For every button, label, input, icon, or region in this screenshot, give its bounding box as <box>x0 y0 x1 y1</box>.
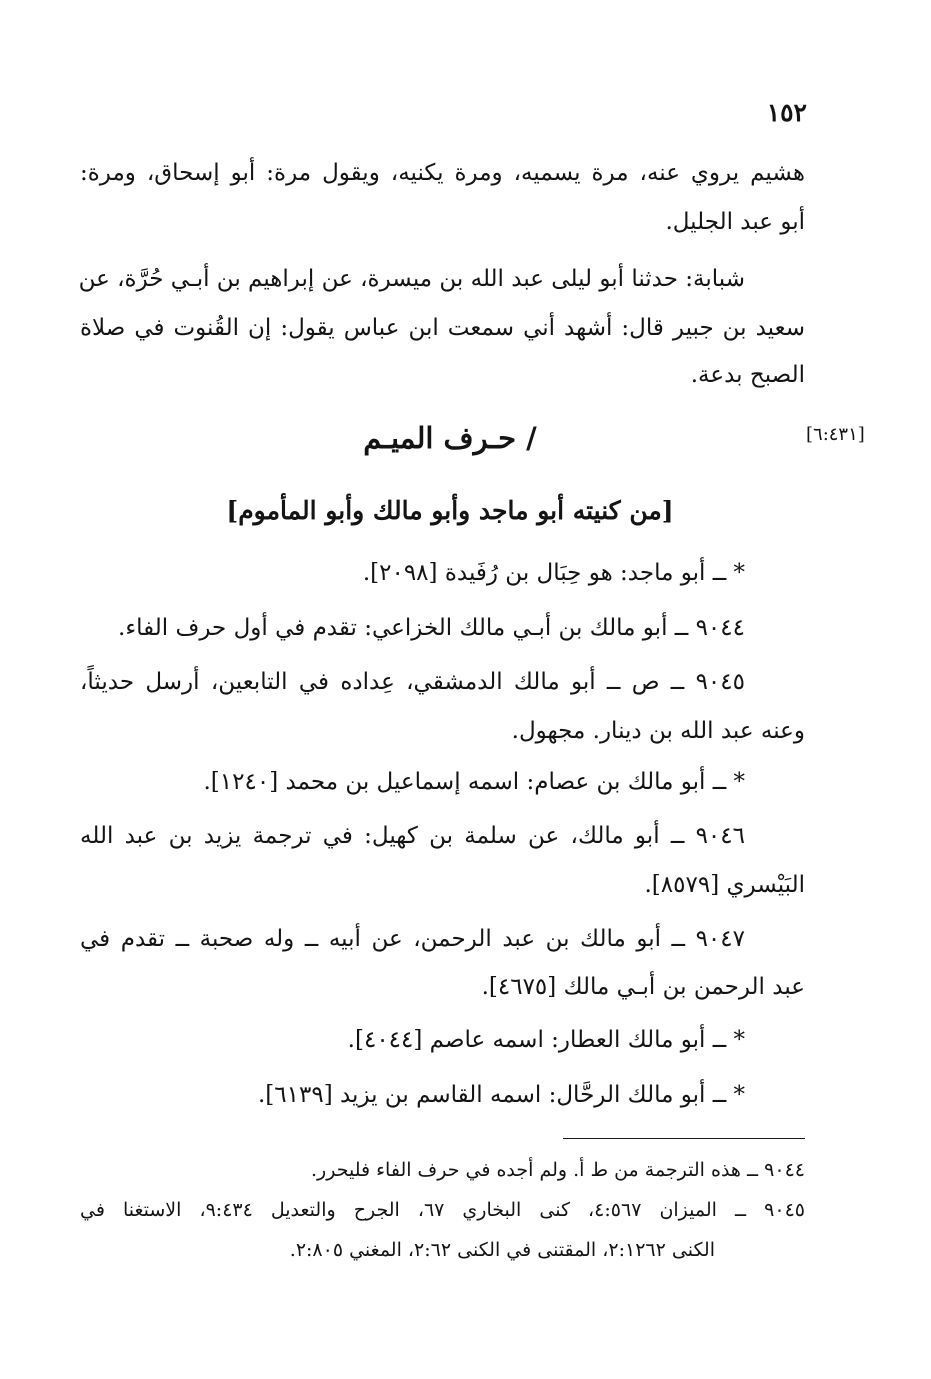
entry-9047-line-1: ٩٠٤٧ ــ أبو مالك بن عبد الرحمن، عن أبيه ــ وله صحبة ــ تقدم في <box>80 926 745 952</box>
entry-9045-line-1: ٩٠٤٥ ــ ص ــ أبو مالك الدمشقي، عِداده في التابعين، أرسل حديثاً، <box>80 669 745 695</box>
entry-9046-line-1: ٩٠٤٦ ــ أبو مالك، عن سلمة بن كهيل: في ترجمة يزيد بن عبد الله <box>80 823 745 849</box>
entry-9046-line-2: البَيْسري [٨٥٧٩]. <box>644 872 805 898</box>
entry-abu-malik-al-attar: * ــ أبو مالك العطار: اسمه عاصم [٤٠٤٤]. <box>347 1027 745 1053</box>
margin-reference: [٦:٤٣١] <box>806 424 865 445</box>
entry-9045-line-2: وعنه عبد الله بن دينار. مجهول. <box>511 718 805 744</box>
section-heading: / حـرف الميـم <box>363 421 537 455</box>
footnote-separator <box>563 1138 805 1139</box>
para2-line-3: الصبح بدعة. <box>690 362 805 388</box>
para2-line-2: سعيد بن جبير قال: أشهد أني سمعت ابن عباس يقول: إن القُنوت في صلاة <box>80 315 805 341</box>
footnote-9045-line-1: ٩٠٤٥ ــ الميزان ٤:٥٦٧، كنى البخاري ٦٧، الجرح والتعديل ٩:٤٣٤، الاستغنا في <box>80 1199 805 1221</box>
entry-abu-malik-al-rahhal: * ــ أبو مالك الرحَّال: اسمه القاسم بن يزيد [٦١٣٩]. <box>257 1082 745 1108</box>
footnote-9045-line-2: الكنى ٢:١٢٦٢، المقتنى في الكنى ٢:٦٢، المغني ٢:٨٠٥. <box>289 1239 715 1261</box>
intro-line-2: أبو عبد الجليل. <box>665 209 805 235</box>
footnote-9044: ٩٠٤٤ ــ هذه الترجمة من ط أ. ولم أجده في حرف الفاء فليحرر. <box>311 1159 805 1181</box>
para2-line-1: شبابة: حدثنا أبو ليلى عبد الله بن ميسرة، عن إبراهيم بن أبـي حُرَّة، عن <box>78 266 745 292</box>
entry-9047-line-2: عبد الرحمن بن أبـي مالك [٤٦٧٥]. <box>481 974 805 1000</box>
subheading: [من كنيته أبو ماجد وأبو مالك وأبو المأموم] <box>226 496 674 525</box>
entry-abu-majid: * ــ أبو ماجد: هو حِبَال بن رُفَيدة [٢٠٩٨]. <box>362 560 745 586</box>
entry-9044: ٩٠٤٤ ــ أبو مالك بن أبـي مالك الخزاعي: تقدم في أول حرف الفاء. <box>118 615 745 641</box>
page-number: ١٥٢ <box>766 98 807 127</box>
entry-abu-malik-ibn-isam: * ــ أبو مالك بن عصام: اسمه إسماعيل بن محمد [١٢٤٠]. <box>203 769 745 795</box>
intro-line-1: هشيم يروي عنه، مرة يسميه، ومرة يكنيه، ويقول مرة: أبو إسحاق، ومرة: <box>80 160 805 186</box>
